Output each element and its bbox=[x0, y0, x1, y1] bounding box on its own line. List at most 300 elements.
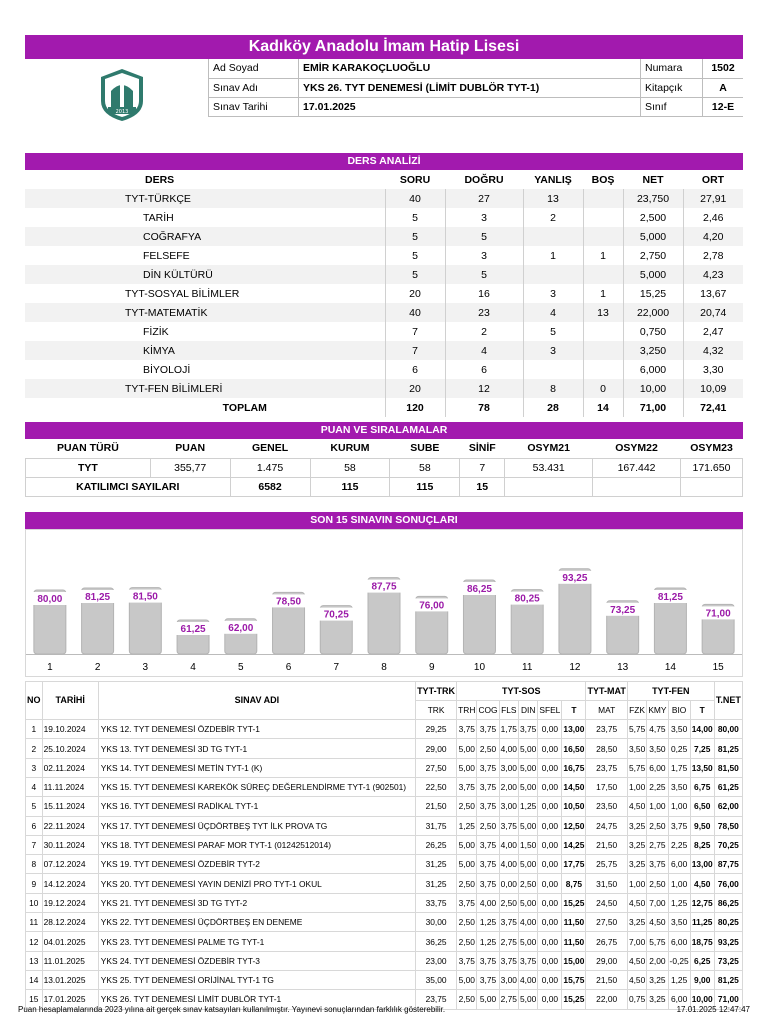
res-cell-kmy: 3,25 bbox=[647, 990, 668, 1009]
res-cell-bio: 3,50 bbox=[668, 913, 690, 932]
ders-row bbox=[25, 322, 743, 341]
res-cell-din: 5,00 bbox=[518, 777, 537, 796]
chart-category-label: 11 bbox=[522, 661, 533, 673]
ders-row bbox=[25, 303, 743, 322]
res-cell-fls: 3,00 bbox=[499, 797, 518, 816]
res-col-tarih: TARİHİ bbox=[42, 681, 98, 720]
res-cell-bio: 3,75 bbox=[668, 816, 690, 835]
res-cell-sos-t: 13,00 bbox=[562, 720, 586, 739]
chart-category-label: 8 bbox=[381, 661, 387, 673]
katilimci-empty bbox=[593, 477, 681, 496]
res-cell-sfel: 0,00 bbox=[538, 855, 562, 874]
res-cell-fls: 1,75 bbox=[499, 720, 518, 739]
res-cell-tnet: 81,50 bbox=[714, 758, 742, 777]
res-cell-cog: 3,75 bbox=[477, 835, 499, 854]
ders-cell-bos bbox=[583, 227, 623, 246]
res-cell-trh: 5,00 bbox=[457, 835, 477, 854]
ders-cell-soru: 7 bbox=[385, 341, 445, 360]
ders-total-ort: 72,41 bbox=[683, 398, 743, 417]
ders-cell-dogru: 16 bbox=[445, 284, 523, 303]
ders-cell-ders: FİZİK bbox=[143, 325, 169, 338]
res-cell-fzk: 3,25 bbox=[627, 855, 646, 874]
res-cell-trk: 27,50 bbox=[415, 758, 456, 777]
res-cell-tnet: 73,25 bbox=[714, 951, 742, 970]
ders-analizi-table bbox=[25, 170, 743, 417]
chart-category-label: 10 bbox=[473, 661, 486, 673]
res-cell-din: 5,00 bbox=[518, 893, 537, 912]
col-net: NET bbox=[642, 173, 664, 186]
col-bos: BOŞ bbox=[591, 173, 615, 186]
res-cell-sinav: YKS 22. TYT DENEMESİ ÜÇDÖRTBEŞ EN DENEME bbox=[98, 913, 415, 932]
res-cell-sfel: 0,00 bbox=[538, 990, 562, 1009]
res-cell-cog: 3,75 bbox=[477, 855, 499, 874]
res-cell-no: 10 bbox=[26, 893, 43, 912]
puan-cell-8: 171.650 bbox=[680, 458, 742, 477]
res-cell-sos-t: 17,75 bbox=[562, 855, 586, 874]
puan-header-row bbox=[26, 439, 743, 458]
katilimci-row bbox=[26, 477, 743, 496]
res-cell-no: 3 bbox=[26, 758, 43, 777]
res-cell-fzk: 1,00 bbox=[627, 874, 646, 893]
res-cell-no: 6 bbox=[26, 816, 43, 835]
res-cell-tnet: 62,00 bbox=[714, 797, 742, 816]
ders-cell-soru: 7 bbox=[385, 322, 445, 341]
res-cell-tnet: 80,25 bbox=[714, 913, 742, 932]
res-cell-sfel: 0,00 bbox=[538, 874, 562, 893]
res-cell-tarih: 07.12.2024 bbox=[42, 855, 98, 874]
res-cell-sinav: YKS 14. TYT DENEMESİ METİN TYT-1 (K) bbox=[98, 758, 415, 777]
ders-cell-ort: 2,78 bbox=[683, 246, 743, 265]
res-cell-trk: 31,25 bbox=[415, 874, 456, 893]
chart-category-label: 13 bbox=[617, 661, 629, 673]
res-cell-sfel: 0,00 bbox=[538, 816, 562, 835]
res-cell-trk: 36,25 bbox=[415, 932, 456, 951]
ders-cell-yanlis bbox=[523, 360, 583, 379]
ders-cell-yanlis: 3 bbox=[523, 284, 583, 303]
res-cell-fen-t: 9,50 bbox=[690, 816, 714, 835]
ders-cell-yanlis: 1 bbox=[523, 246, 583, 265]
col-ders: DERS bbox=[145, 173, 175, 186]
res-cell-fls: 2,00 bbox=[499, 777, 518, 796]
res-cell-sos-t: 11,50 bbox=[562, 913, 586, 932]
chart-data-label: 81,50 bbox=[132, 591, 158, 603]
chart-data-label: 71,00 bbox=[705, 607, 731, 619]
res-cell-tarih: 17.01.2025 bbox=[42, 990, 98, 1009]
res-group-fen: TYT-FEN bbox=[627, 681, 714, 700]
res-cell-sos-t: 14,50 bbox=[562, 777, 586, 796]
res-cell-trk: 21,50 bbox=[415, 797, 456, 816]
ders-cell-ort: 10,09 bbox=[683, 379, 743, 398]
ders-total-bos: 14 bbox=[583, 398, 623, 417]
res-cell-fen-t: 6,75 bbox=[690, 777, 714, 796]
res-cell-fzk: 4,50 bbox=[627, 970, 646, 989]
ders-cell-net: 2,750 bbox=[623, 246, 683, 265]
res-cell-tarih: 28.12.2024 bbox=[42, 913, 98, 932]
puan-cell-0: TYT bbox=[26, 458, 151, 477]
ders-cell-soru: 40 bbox=[385, 189, 445, 208]
chart-category-label: 9 bbox=[428, 661, 435, 673]
res-cell-fzk: 4,50 bbox=[627, 893, 646, 912]
katilimci-label: KATILIMCI SAYILARI bbox=[26, 477, 231, 496]
res-cell-no: 9 bbox=[26, 874, 43, 893]
res-cell-cog: 3,75 bbox=[477, 777, 499, 796]
res-cell-trh: 3,75 bbox=[457, 951, 477, 970]
res-cell-trk: 29,00 bbox=[415, 739, 456, 758]
table-row bbox=[26, 816, 743, 835]
ders-cell-bos bbox=[583, 208, 623, 227]
ders-cell-net: 3,250 bbox=[623, 341, 683, 360]
res-group-sos: TYT-SOS bbox=[457, 681, 586, 700]
res-cell-sinav: YKS 16. TYT DENEMESİ RADİKAL TYT-1 bbox=[98, 797, 415, 816]
res-cell-cog: 3,75 bbox=[477, 758, 499, 777]
res-cell-mat: 29,00 bbox=[586, 951, 627, 970]
res-cell-sfel: 0,00 bbox=[538, 797, 562, 816]
res-cell-fzk: 4,50 bbox=[627, 951, 646, 970]
res-cell-tarih: 19.10.2024 bbox=[42, 720, 98, 739]
ders-cell-ders: TYT-TÜRKÇE bbox=[25, 189, 385, 208]
res-cell-trk: 22,50 bbox=[415, 777, 456, 796]
res-cell-tnet: 93,25 bbox=[714, 932, 742, 951]
table-row bbox=[26, 777, 743, 796]
chart-data-label: 62,00 bbox=[228, 622, 254, 634]
res-cell-trk: 31,75 bbox=[415, 816, 456, 835]
table-row bbox=[26, 720, 743, 739]
res-cell-sinav: YKS 18. TYT DENEMESİ PARAF MOR TYT-1 (01242512014) bbox=[98, 835, 415, 854]
res-cell-sinav: YKS 23. TYT DENEMESİ PALME TG TYT-1 bbox=[98, 932, 415, 951]
puan-col-8: OSYM23 bbox=[690, 442, 733, 455]
res-cell-fen-t: 13,50 bbox=[690, 758, 714, 777]
ders-cell-bos bbox=[583, 322, 623, 341]
puan-cell-2: 1.475 bbox=[230, 458, 310, 477]
res-cell-sos-t: 15,00 bbox=[562, 951, 586, 970]
col-yanlis: YANLIŞ bbox=[534, 173, 572, 186]
res-cell-fls: 2,75 bbox=[499, 990, 518, 1009]
numara-value: 1502 bbox=[703, 59, 744, 78]
res-cell-mat: 31,50 bbox=[586, 874, 627, 893]
ders-cell-ders: KİMYA bbox=[25, 341, 385, 360]
ders-total-soru: 120 bbox=[385, 398, 445, 417]
ders-cell-ort: 13,67 bbox=[683, 284, 743, 303]
puan-col-7: OSYM22 bbox=[615, 442, 658, 455]
res-cell-sinav: YKS 21. TYT DENEMESİ 3D TG TYT-2 bbox=[98, 893, 415, 912]
chart-data-label: 61,25 bbox=[180, 623, 206, 635]
res-cell-no: 15 bbox=[26, 990, 43, 1009]
table-row bbox=[26, 970, 743, 989]
puan-title: PUAN VE SIRALAMALAR bbox=[25, 422, 743, 439]
res-cell-kmy: 2,50 bbox=[647, 816, 668, 835]
ders-total-dogru: 78 bbox=[445, 398, 523, 417]
col-soru: SORU bbox=[399, 173, 431, 186]
res-col-fzk: FZK bbox=[627, 700, 646, 719]
res-cell-trh: 2,50 bbox=[457, 874, 477, 893]
ders-header-row bbox=[25, 170, 743, 189]
res-col-sinav: SINAV ADI bbox=[98, 681, 415, 720]
puan-cell-3: 58 bbox=[310, 458, 390, 477]
res-cell-cog: 3,75 bbox=[477, 720, 499, 739]
puan-table bbox=[25, 439, 743, 497]
ders-row bbox=[25, 341, 743, 360]
chart-data-label: 76,00 bbox=[419, 599, 445, 611]
res-cell-kmy: 3,50 bbox=[647, 739, 668, 758]
puan-cell-4: 58 bbox=[390, 458, 460, 477]
chart-data-label: 80,25 bbox=[514, 593, 540, 605]
puan-col-4: SUBE bbox=[410, 442, 440, 455]
res-cell-fzk: 3,25 bbox=[627, 816, 646, 835]
res-cell-mat: 27,50 bbox=[586, 913, 627, 932]
ders-cell-net: 5,000 bbox=[623, 227, 683, 246]
ders-analizi-title: DERS ANALİZİ bbox=[25, 153, 743, 170]
son15-chart bbox=[25, 529, 743, 677]
res-cell-bio: 1,00 bbox=[668, 874, 690, 893]
puan-cell-1: 355,77 bbox=[150, 458, 230, 477]
res-cell-tnet: 76,00 bbox=[714, 874, 742, 893]
table-row bbox=[26, 913, 743, 932]
res-cell-tarih: 22.11.2024 bbox=[42, 816, 98, 835]
res-cell-tnet: 86,25 bbox=[714, 893, 742, 912]
chart-data-label: 93,25 bbox=[562, 572, 588, 584]
ders-cell-dogru: 5 bbox=[445, 227, 523, 246]
res-cell-sfel: 0,00 bbox=[538, 932, 562, 951]
kitapcik-label: Kitapçık bbox=[641, 78, 703, 97]
res-col-cog: COG bbox=[477, 700, 499, 719]
res-col-din: DIN bbox=[518, 700, 537, 719]
res-cell-tarih: 25.10.2024 bbox=[42, 739, 98, 758]
ders-cell-soru: 5 bbox=[385, 246, 445, 265]
results-table bbox=[25, 681, 743, 1010]
res-cell-mat: 17,50 bbox=[586, 777, 627, 796]
chart-category-label: 2 bbox=[94, 661, 101, 673]
ders-cell-ort: 4,23 bbox=[683, 265, 743, 284]
res-cell-fzk: 3,50 bbox=[627, 739, 646, 758]
res-cell-fls: 4,00 bbox=[499, 739, 518, 758]
res-cell-din: 5,00 bbox=[518, 758, 537, 777]
res-cell-cog: 5,00 bbox=[477, 990, 499, 1009]
res-col-trh: TRH bbox=[457, 700, 477, 719]
chart-data-label: 73,25 bbox=[610, 604, 636, 616]
son15-chart-svg bbox=[26, 530, 742, 676]
ders-cell-soru: 20 bbox=[385, 379, 445, 398]
ders-cell-bos bbox=[583, 189, 623, 208]
school-logo-icon bbox=[97, 67, 147, 123]
res-cell-tnet: 80,00 bbox=[714, 720, 742, 739]
res-cell-fen-t: 10,00 bbox=[690, 990, 714, 1009]
res-cell-sfel: 0,00 bbox=[538, 720, 562, 739]
res-cell-mat: 23,50 bbox=[586, 797, 627, 816]
res-cell-tarih: 14.12.2024 bbox=[42, 874, 98, 893]
ders-cell-soru: 6 bbox=[385, 360, 445, 379]
res-cell-fen-t: 14,00 bbox=[690, 720, 714, 739]
table-row bbox=[26, 893, 743, 912]
ders-cell-net: 23,750 bbox=[623, 189, 683, 208]
res-cell-trk: 23,00 bbox=[415, 951, 456, 970]
res-cell-trh: 5,00 bbox=[457, 970, 477, 989]
puan-cell-5: 7 bbox=[460, 458, 505, 477]
res-cell-bio: 2,25 bbox=[668, 835, 690, 854]
res-col-kmy: KMY bbox=[647, 700, 668, 719]
puan-col-3: KURUM bbox=[330, 442, 370, 455]
res-cell-sfel: 0,00 bbox=[538, 777, 562, 796]
ders-cell-ort: 4,32 bbox=[683, 341, 743, 360]
puan-col-2: GENEL bbox=[251, 442, 289, 455]
ders-cell-soru: 5 bbox=[385, 265, 445, 284]
res-cell-fls: 3,75 bbox=[499, 913, 518, 932]
res-cell-no: 12 bbox=[26, 932, 43, 951]
student-info bbox=[25, 59, 743, 147]
res-cell-cog: 4,00 bbox=[477, 893, 499, 912]
res-cell-sfel: 0,00 bbox=[538, 893, 562, 912]
res-cell-fls: 4,00 bbox=[499, 835, 518, 854]
ders-cell-dogru: 6 bbox=[445, 360, 523, 379]
res-cell-kmy: 3,25 bbox=[647, 970, 668, 989]
res-cell-fen-t: 13,00 bbox=[690, 855, 714, 874]
chart-category-label: 5 bbox=[238, 661, 244, 673]
res-cell-cog: 3,75 bbox=[477, 951, 499, 970]
res-col-sfel: SFEL bbox=[538, 700, 562, 719]
res-cell-trh: 5,00 bbox=[457, 739, 477, 758]
res-cell-sfel: 0,00 bbox=[538, 835, 562, 854]
res-cell-sinav: YKS 13. TYT DENEMESİ 3D TG TYT-1 bbox=[98, 739, 415, 758]
res-cell-bio: 3,50 bbox=[668, 777, 690, 796]
res-cell-sos-t: 16,50 bbox=[562, 739, 586, 758]
res-col-bio: BIO bbox=[668, 700, 690, 719]
chart-data-label: 70,25 bbox=[323, 609, 349, 621]
ders-cell-ort: 4,20 bbox=[683, 227, 743, 246]
puan-col-6: OSYM21 bbox=[527, 442, 570, 455]
res-cell-kmy: 1,00 bbox=[647, 797, 668, 816]
ders-cell-net: 0,750 bbox=[623, 322, 683, 341]
col-dogru: DOĞRU bbox=[464, 173, 504, 186]
ders-cell-ort: 20,74 bbox=[683, 303, 743, 322]
res-cell-sinav: YKS 12. TYT DENEMESİ ÖZDEBİR TYT-1 bbox=[98, 720, 415, 739]
ders-total-ders: TOPLAM bbox=[222, 401, 267, 414]
res-cell-trk: 30,00 bbox=[415, 913, 456, 932]
ders-cell-net: 10,00 bbox=[623, 379, 683, 398]
res-cell-sinav: YKS 19. TYT DENEMESİ ÖZDEBİR TYT-2 bbox=[98, 855, 415, 874]
res-cell-sos-t: 8,75 bbox=[562, 874, 586, 893]
ders-cell-yanlis bbox=[523, 265, 583, 284]
res-cell-trh: 2,50 bbox=[457, 932, 477, 951]
chart-data-label: 81,25 bbox=[657, 591, 683, 603]
res-cell-mat: 25,75 bbox=[586, 855, 627, 874]
res-cell-sos-t: 14,25 bbox=[562, 835, 586, 854]
res-cell-sinav: YKS 20. TYT DENEMESİ YAYIN DENİZİ PRO TYT-1 OKUL bbox=[98, 874, 415, 893]
res-cell-din: 5,00 bbox=[518, 990, 537, 1009]
logo-year: 2013 bbox=[115, 109, 129, 115]
res-cell-sinav: YKS 26. TYT DENEMESİ LİMİT DUBLÖR TYT-1 bbox=[98, 990, 415, 1009]
res-cell-trh: 2,50 bbox=[457, 797, 477, 816]
res-cell-fen-t: 7,25 bbox=[690, 739, 714, 758]
sinav-adi-label: Sınav Adı bbox=[209, 78, 299, 97]
sinif-value: 12-E bbox=[703, 97, 744, 116]
katilimci-cell: 6582 bbox=[230, 477, 310, 496]
res-cell-fen-t: 11,25 bbox=[690, 913, 714, 932]
res-cell-trk: 29,25 bbox=[415, 720, 456, 739]
katilimci-cell: 15 bbox=[460, 477, 505, 496]
res-cell-tnet: 81,25 bbox=[714, 970, 742, 989]
footer-timestamp: 17.01.2025 12:47:47 bbox=[676, 1005, 750, 1014]
res-cell-mat: 26,75 bbox=[586, 932, 627, 951]
ders-cell-bos: 13 bbox=[583, 303, 623, 322]
ad-soyad-label: Ad Soyad bbox=[209, 59, 299, 78]
res-cell-fzk: 5,75 bbox=[627, 758, 646, 777]
res-cell-bio: 6,00 bbox=[668, 990, 690, 1009]
res-cell-trk: 26,25 bbox=[415, 835, 456, 854]
ders-row bbox=[25, 208, 743, 227]
footer-note: Puan hesaplamalarında 2023 yılına ait gerçek sınav katsayıları kullanılmıştır. Yayınevi sonuçlarından farklılık gösterebilir. bbox=[18, 1005, 446, 1014]
res-cell-fen-t: 6,50 bbox=[690, 797, 714, 816]
col-ort: ORT bbox=[701, 173, 725, 186]
ders-cell-dogru: 4 bbox=[445, 341, 523, 360]
ders-cell-net: 6,000 bbox=[623, 360, 683, 379]
res-cell-mat: 24,50 bbox=[586, 893, 627, 912]
res-cell-tnet: 61,25 bbox=[714, 777, 742, 796]
res-cell-bio: 3,50 bbox=[668, 720, 690, 739]
ders-cell-bos bbox=[583, 265, 623, 284]
ders-cell-net: 5,000 bbox=[623, 265, 683, 284]
puan-col-0: PUAN TÜRÜ bbox=[56, 442, 119, 455]
res-cell-mat: 23,75 bbox=[586, 758, 627, 777]
res-cell-tnet: 78,50 bbox=[714, 816, 742, 835]
ders-cell-dogru: 5 bbox=[445, 265, 523, 284]
table-row bbox=[26, 835, 743, 854]
res-cell-fzk: 1,00 bbox=[627, 777, 646, 796]
res-col-trk: TRK bbox=[415, 700, 456, 719]
res-cell-no: 8 bbox=[26, 855, 43, 874]
ders-cell-bos: 1 bbox=[583, 246, 623, 265]
res-cell-bio: -0,25 bbox=[668, 951, 690, 970]
chart-data-label: 80,00 bbox=[37, 593, 63, 605]
res-cell-no: 2 bbox=[26, 739, 43, 758]
res-cell-fzk: 0,75 bbox=[627, 990, 646, 1009]
res-cell-sos-t: 15,25 bbox=[562, 990, 586, 1009]
res-cell-mat: 23,75 bbox=[586, 720, 627, 739]
sinav-tarihi-label: Sınav Tarihi bbox=[209, 97, 299, 116]
res-cell-fls: 3,75 bbox=[499, 951, 518, 970]
res-cell-trk: 35,00 bbox=[415, 970, 456, 989]
res-col-no: NO bbox=[26, 681, 43, 720]
puan-cell-6: 53.431 bbox=[505, 458, 593, 477]
res-cell-sinav: YKS 17. TYT DENEMESİ ÜÇDÖRTBEŞ TYT İLK PROVA TG bbox=[98, 816, 415, 835]
res-cell-tnet: 70,25 bbox=[714, 835, 742, 854]
ders-row bbox=[25, 227, 743, 246]
ders-cell-ort: 2,46 bbox=[683, 208, 743, 227]
res-cell-sfel: 0,00 bbox=[538, 951, 562, 970]
res-cell-sos-t: 11,50 bbox=[562, 932, 586, 951]
ders-cell-dogru: 23 bbox=[445, 303, 523, 322]
ders-cell-dogru: 27 bbox=[445, 189, 523, 208]
results-group-header bbox=[26, 681, 743, 700]
res-cell-mat: 28,50 bbox=[586, 739, 627, 758]
res-cell-sinav: YKS 15. TYT DENEMESİ KAREKÖK SÜREÇ DEĞERLENDİRME TYT-1 (902501) bbox=[98, 777, 415, 796]
res-group-mat: TYT-MAT bbox=[586, 681, 627, 700]
res-cell-fen-t: 6,25 bbox=[690, 951, 714, 970]
ders-cell-yanlis: 13 bbox=[523, 189, 583, 208]
school-title: Kadıköy Anadolu İmam Hatip Lisesi bbox=[25, 35, 743, 59]
res-cell-sos-t: 15,75 bbox=[562, 970, 586, 989]
table-row bbox=[26, 797, 743, 816]
res-cell-fls: 3,00 bbox=[499, 758, 518, 777]
table-row bbox=[26, 855, 743, 874]
res-cell-fen-t: 9,00 bbox=[690, 970, 714, 989]
res-cell-cog: 3,75 bbox=[477, 970, 499, 989]
ders-cell-ders: BİYOLOJİ bbox=[143, 363, 191, 376]
res-cell-mat: 24,75 bbox=[586, 816, 627, 835]
ders-row bbox=[25, 284, 743, 303]
ders-cell-net: 15,25 bbox=[623, 284, 683, 303]
res-cell-sfel: 0,00 bbox=[538, 913, 562, 932]
ders-cell-dogru: 3 bbox=[445, 246, 523, 265]
chart-category-label: 6 bbox=[285, 661, 292, 673]
